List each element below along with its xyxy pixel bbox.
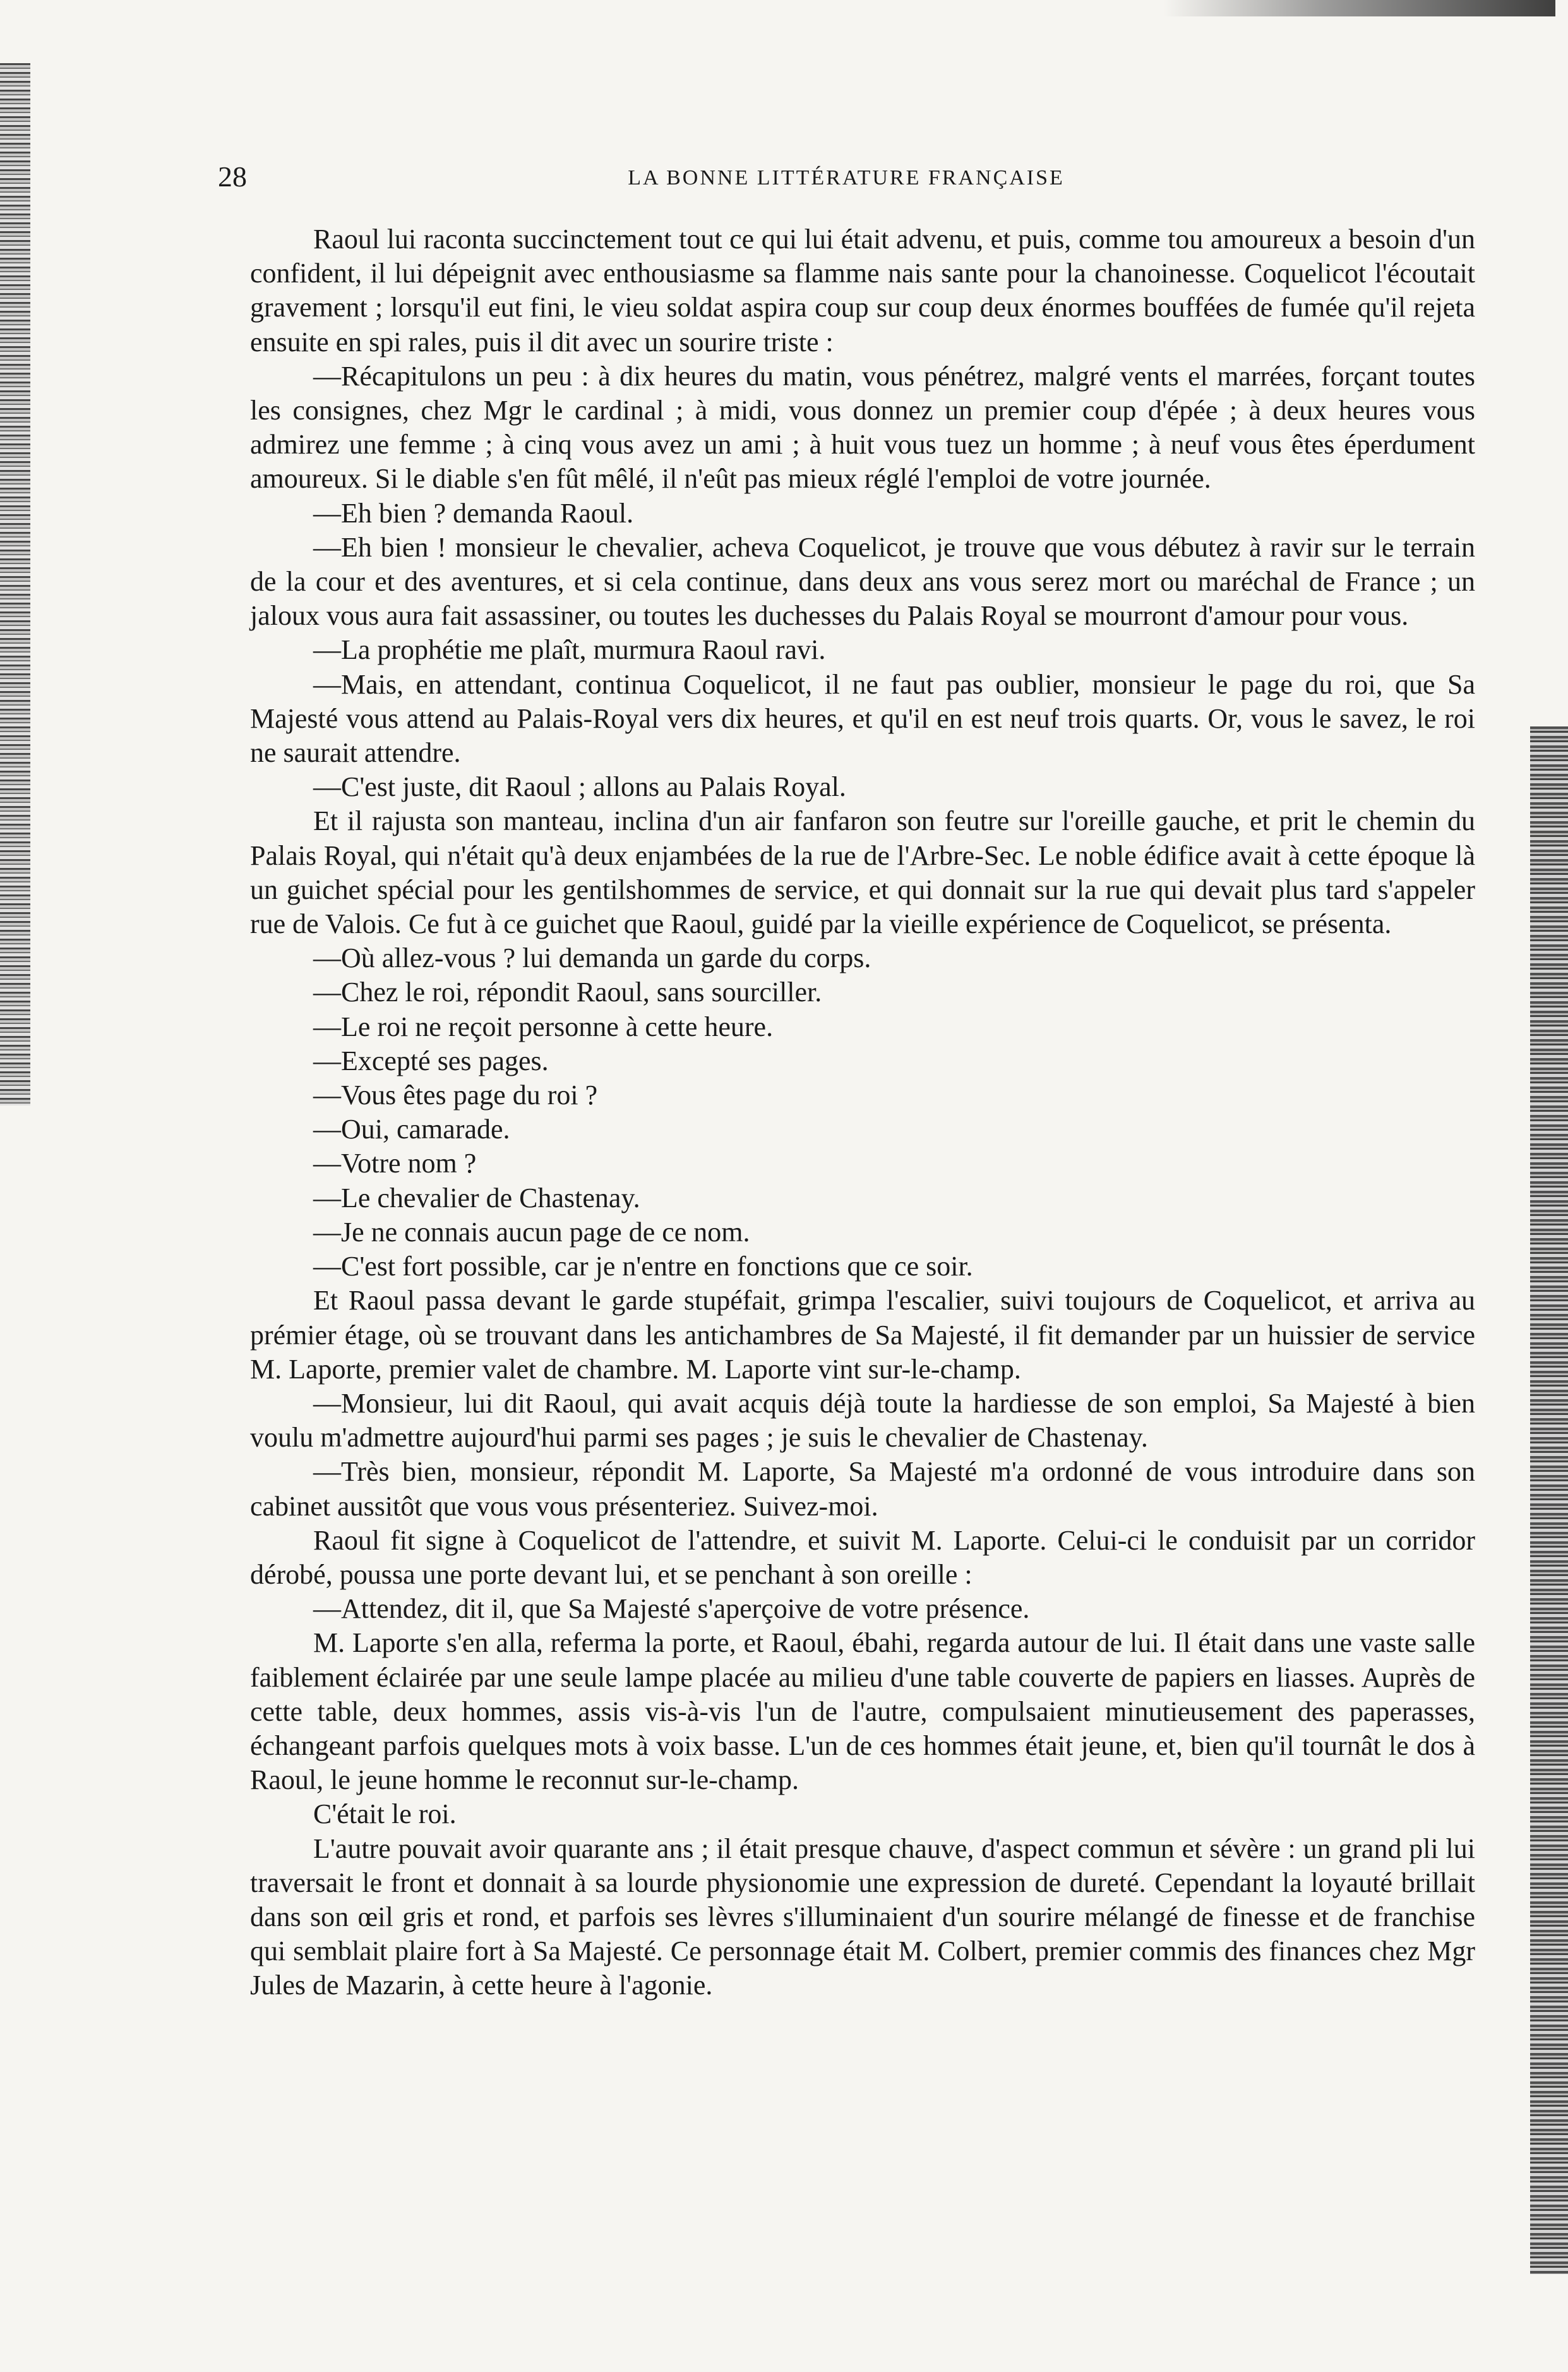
paragraph: —La prophétie me plaît, murmura Raoul ravi. bbox=[313, 634, 826, 666]
page-header bbox=[218, 158, 1475, 196]
paragraph: Raoul fit signe à Coquelicot de l'attendre, et suivit M. Laporte. Celui-ci le conduisit par un corridor dérobé, poussa une porte devant lui, et se penchant à son oreille : bbox=[250, 1524, 1475, 1590]
paragraph: —Votre nom ? bbox=[313, 1148, 477, 1179]
running-title: LA BONNE LITTÉRATURE FRANÇAISE bbox=[628, 166, 1065, 190]
paragraph: —Où allez-vous ? lui demanda un garde du corps. bbox=[313, 942, 871, 974]
paragraph: —Eh bien ? demanda Raoul. bbox=[313, 497, 634, 529]
paragraph: —Mais, en attendant, continua Coquelicot, il ne faut pas oublier, monsieur le page du roi, que Sa Majesté vous attend au Palais-Royal vers dix heures, et qu'il en est neuf trois quarts. Or, vous le savez, le roi ne saurait attendre. bbox=[250, 668, 1475, 769]
page-number: 28 bbox=[218, 160, 247, 193]
paragraph: —Le roi ne reçoit personne à cette heure. bbox=[313, 1011, 774, 1042]
paragraph: Et il rajusta son manteau, inclina d'un air fanfaron son feutre sur l'oreille gauche, et prit le chemin du Palais Royal, qui n'était qu'à deux enjambées de la rue de l'Arbre-Sec. Le noble édifice avait à cette époque là un guichet spécial pour les gentilshommes de service, et qui donnait sur la rue qui devait plus tard s'appeler rue de Valois. Ce fut à ce guichet que Raoul, guidé par la vieille expérience de Coquelicot, se présenta. bbox=[250, 805, 1475, 940]
paragraph: M. Laporte s'en alla, referma la porte, et Raoul, ébahi, regarda autour de lui. Il était dans une vaste salle faiblement éclairée par une seule lampe placée au milieu d'une table couverte de papiers en liasses. Auprès de cette table, deux hommes, assis vis-à-vis l'un de l'autre, compulsaient minutieusement des paperasses, échangeant parfois quelques mots à voix basse. L'un de ces hommes était jeune, et, bien qu'il tournât le dos à Raoul, le jeune homme le reconnut sur-le-champ. bbox=[250, 1627, 1475, 1796]
paragraph: —Le chevalier de Chastenay. bbox=[313, 1182, 640, 1213]
paragraph: —Monsieur, lui dit Raoul, qui avait acquis déjà toute la hardiesse de son emploi, Sa Majesté à bien voulu m'admettre aujourd'hui parmi ses pages ; je suis le chevalier de Chastenay. bbox=[250, 1387, 1475, 1454]
paragraph: —Eh bien ! monsieur le chevalier, acheva Coquelicot, je trouve que vous débutez à ravir sur le terrain de la cour et des aventures, et si cela continue, dans deux ans vous serez mort ou maréchal de France ; un jaloux vous aura fait assassiner, ou toutes les duchesses du Palais Royal se mourront d'amour pour vous. bbox=[250, 531, 1475, 632]
paragraph: L'autre pouvait avoir quarante ans ; il était presque chauve, d'aspect commun et sévère : un grand pli lui traversait le front et donnait à sa lourde physionomie une expression de dureté. Cependant la loyauté brillait dans son œil gris et rond, et parfois ses lèvres s'illuminaient d'un sourire mélangé de finesse et de franchise qui semblait plaire fort à Sa Majesté. Ce personnage était M. Colbert, premier commis des finances chez Mgr Jules de Mazarin, à cette heure à l'agonie. bbox=[250, 1833, 1475, 2001]
scan-artifact-top bbox=[1164, 0, 1555, 16]
paragraph: Et Raoul passa devant le garde stupéfait, grimpa l'escalier, suivi toujours de Coquelicot, et arriva au prémier étage, où se trouvant dans les antichambres de Sa Majesté, il fit demander par un huissier de service M. Laporte, premier valet de chambre. M. Laporte vint sur-le-champ. bbox=[250, 1285, 1475, 1385]
paragraph: C'était le roi. bbox=[313, 1798, 457, 1830]
paragraph: —C'est fort possible, car je n'entre en fonctions que ce soir. bbox=[313, 1251, 973, 1282]
paragraph: —Je ne connais aucun page de ce nom. bbox=[313, 1216, 750, 1248]
paragraph: —Excepté ses pages. bbox=[313, 1045, 549, 1076]
paragraph: —Récapitulons un peu : à dix heures du matin, vous pénétrez, malgré vents el marrées, forçant toutes les consignes, chez Mgr le cardinal ; à midi, vous donnez un premier coup d'épée ; à deux heures vous admirez une femme ; à cinq vous avez un ami ; à huit vous tuez un homme ; à neuf vous êtes éperdument amoureux. Si le diable s'en fût mêlé, il n'eût pas mieux réglé l'emploi de votre journée. bbox=[250, 360, 1475, 495]
paragraph: —C'est juste, dit Raoul ; allons au Palais Royal. bbox=[313, 771, 846, 803]
paragraph: —Attendez, dit il, que Sa Majesté s'aperçoive de votre présence. bbox=[313, 1593, 1030, 1625]
body-text bbox=[250, 222, 1475, 2003]
paragraph: —Très bien, monsieur, répondit M. Laporte, Sa Majesté m'a ordonné de vous introduire dans son cabinet aussitôt que vous vous présenteriez. Suivez-moi. bbox=[250, 1456, 1475, 1522]
paragraph: —Oui, camarade. bbox=[313, 1114, 510, 1145]
paragraph: —Vous êtes page du roi ? bbox=[313, 1080, 598, 1111]
scan-artifact-right-edge bbox=[1530, 726, 1568, 2274]
paragraph: Raoul lui raconta succinctement tout ce qui lui était advenu, et puis, comme tou amoureux a besoin d'un confident, il lui dépeignit avec enthousiasme sa flamme nais sante pour la chanoinesse. Coquelicot l'écoutait gravement ; lorsqu'il eut fini, le vieu soldat aspira coup sur coup deux énormes bouffées de fumée qu'il rejeta ensuite en spi rales, puis il dit avec un sourire triste : bbox=[250, 224, 1475, 358]
paragraph: —Chez le roi, répondit Raoul, sans sourciller. bbox=[313, 977, 822, 1008]
scan-artifact-left-edge bbox=[0, 63, 30, 1105]
